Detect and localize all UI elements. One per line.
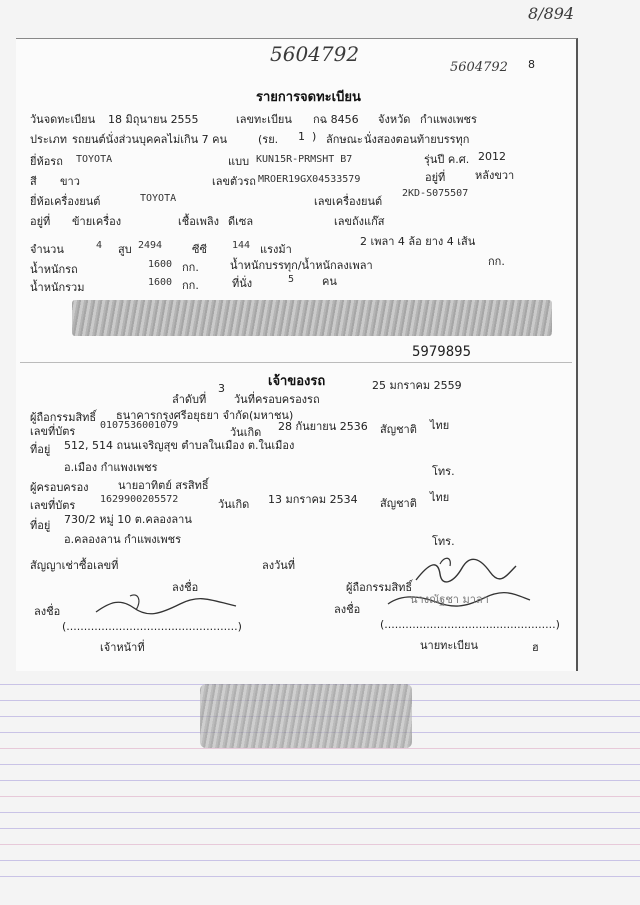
holder-label: ผู้ถือกรรมสิทธิ์ bbox=[30, 411, 97, 424]
sign1-label: ลงชื่อ bbox=[172, 581, 199, 594]
year-label: รุ่นปี ค.ศ. bbox=[424, 153, 470, 166]
plate-label: เลขทะเบียน bbox=[236, 113, 292, 126]
weight-value: 1600 bbox=[148, 259, 173, 270]
contract-date-label: ลงวันที่ bbox=[262, 559, 296, 572]
engine-brand-label: ยี่ห้อเครื่องยนต์ bbox=[30, 195, 101, 208]
engine-brand-value: TOYOTA bbox=[140, 193, 177, 204]
sign3-label: ลงชื่อ bbox=[334, 603, 361, 616]
sign2-label: ลงชื่อ bbox=[34, 605, 61, 618]
feature-label: ลักษณะ bbox=[326, 133, 363, 146]
birth-value: 28 กันยายน 2536 bbox=[278, 420, 368, 433]
addr-label: ที่อยู่ bbox=[30, 443, 51, 456]
gross-unit: กก. bbox=[182, 279, 199, 292]
seats-value: 5 bbox=[288, 274, 295, 285]
page-end-mark: ฮ bbox=[532, 641, 539, 654]
hp-label: แรงม้า bbox=[260, 243, 292, 256]
handwritten-mark: 8 bbox=[528, 58, 535, 71]
tel-label: โทร. bbox=[432, 465, 455, 478]
id2-label: เลขที่บัตร bbox=[30, 499, 76, 512]
seats-label: ที่นั่ง bbox=[232, 277, 253, 290]
location-label: อยู่ที่ bbox=[425, 171, 446, 184]
possessor-value: นายอาทิตย์ สรสิทธิ์ bbox=[118, 479, 209, 492]
registrar-name-faint: นางณัฐชา มาลา bbox=[410, 593, 489, 606]
page-title: รายการจดทะเบียน bbox=[256, 90, 361, 105]
nat-label: สัญชาติ bbox=[380, 423, 417, 436]
axle-value: 2 เพลา 4 ล้อ ยาง 4 เส้น bbox=[360, 235, 476, 248]
type-label: ประเภท bbox=[30, 133, 68, 146]
year-value: 2012 bbox=[478, 150, 506, 163]
officer-signature bbox=[90, 590, 240, 620]
feature-value: นั่งสองตอนท้ายบรรทุก bbox=[364, 133, 470, 146]
stamp-number: 5979895 bbox=[412, 344, 472, 360]
holder-signature bbox=[410, 552, 520, 590]
color-label: สี bbox=[30, 175, 37, 188]
seats-unit: คน bbox=[322, 275, 337, 288]
brand-label: ยี่ห้อรถ bbox=[30, 155, 63, 168]
brand-value: TOYOTA bbox=[76, 154, 113, 165]
possess-date-label: วันที่ครอบครองรถ bbox=[234, 393, 320, 406]
chassis-label: เลขตัวรถ bbox=[212, 175, 256, 188]
birth-label: วันเกิด bbox=[230, 426, 262, 439]
possess-date-value: 25 มกราคม 2559 bbox=[372, 379, 462, 392]
reg-date-value: 18 มิถุนายน 2555 bbox=[108, 113, 199, 126]
hp-value: 144 bbox=[232, 240, 251, 251]
registrar-role: นายทะเบียน bbox=[420, 639, 479, 652]
owner-section-title: เจ้าของรถ bbox=[268, 374, 326, 389]
nat2-label: สัญชาติ bbox=[380, 497, 417, 510]
id-value: 0107536001079 bbox=[100, 420, 179, 431]
birth2-value: 13 มกราคม 2534 bbox=[268, 493, 358, 506]
reg-date-label: วันจดทะเบียน bbox=[30, 113, 96, 126]
gross-value: 1600 bbox=[148, 277, 173, 288]
gas-label: เลขถังแก๊ส bbox=[334, 215, 385, 228]
contract-label: สัญญาเช่าซื้อเลขที่ bbox=[30, 559, 119, 572]
possessor-label: ผู้ครอบครอง bbox=[30, 481, 89, 494]
addr3-label: ที่อยู่ bbox=[30, 519, 51, 532]
gross-label: น้ำหนักรวม bbox=[30, 281, 85, 294]
cc-value: 2494 bbox=[138, 240, 163, 251]
cyl-label: สูบ bbox=[118, 243, 132, 256]
handwritten-number: 5604792 bbox=[270, 42, 360, 66]
engine-no-label: เลขเครื่องยนต์ bbox=[314, 195, 383, 208]
type-value: รถยนต์นั่งส่วนบุคคลไม่เกิน 7 คน bbox=[72, 133, 228, 146]
sign1-role: ผู้ถือกรรมสิทธิ์ bbox=[346, 581, 413, 594]
tel2-label: โทร. bbox=[432, 535, 455, 548]
id2-value: 1629900205572 bbox=[100, 494, 179, 505]
load-unit: กก. bbox=[488, 255, 505, 268]
weight-unit: กก. bbox=[182, 261, 199, 274]
color-value: ขาว bbox=[60, 175, 80, 188]
nat-value: ไทย bbox=[430, 419, 450, 432]
weight-label: น้ำหนักรถ bbox=[30, 263, 78, 276]
province-label: จังหวัด bbox=[378, 113, 411, 126]
officer-role: เจ้าหน้าที่ bbox=[100, 641, 145, 654]
count-value: 4 bbox=[96, 240, 103, 251]
section-divider bbox=[20, 362, 572, 363]
nat2-value: ไทย bbox=[430, 491, 450, 504]
addr3-value: 730/2 หมู่ 10 ต.คลองลาน bbox=[64, 513, 192, 526]
addr4-value: อ.คลองลาน กำแพงเพชร bbox=[64, 533, 182, 546]
cc-label: ซีซี bbox=[192, 243, 207, 256]
addr2-value: อ.เมือง กำแพงเพชร bbox=[64, 461, 158, 474]
rs-value: 1 bbox=[298, 130, 305, 143]
order-value: 3 bbox=[218, 382, 225, 395]
load-label: น้ำหนักบรรทุก/น้ำหนักลงเพลา bbox=[230, 259, 373, 272]
rs-close: ) bbox=[312, 130, 317, 143]
engine-no-value: 2KD-S075507 bbox=[402, 188, 469, 199]
plate-value: กฉ 8456 bbox=[313, 113, 359, 126]
addr-value: 512, 514 ถนนเจริญสุข ตำบลในเมือง ต.ในเมือง bbox=[64, 439, 295, 452]
fuel-value: ดีเซล bbox=[228, 215, 254, 228]
model-label: แบบ bbox=[228, 155, 250, 168]
fuel-label: เชื้อเพลิง bbox=[178, 215, 219, 228]
page-number: 8/894 bbox=[528, 4, 575, 23]
rs-label: (รย. bbox=[258, 133, 279, 146]
province-value: กำแพงเพชร bbox=[420, 113, 477, 126]
id-label: เลขที่บัตร bbox=[30, 425, 76, 438]
handwritten-number-small: 5604792 bbox=[450, 60, 508, 75]
engine-rubbing bbox=[200, 684, 412, 748]
officer-paren: (.................................................) bbox=[62, 620, 242, 633]
count-label: จำนวน bbox=[30, 243, 64, 256]
model-value: KUN15R-PRMSHT B7 bbox=[256, 154, 353, 165]
engine-loc-value: ข้ายเครื่อง bbox=[72, 215, 122, 228]
chassis-value: MROER19GX04533579 bbox=[258, 174, 361, 185]
birth2-label: วันเกิด bbox=[218, 498, 250, 511]
order-label: ลำดับที่ bbox=[172, 393, 207, 406]
holder-value: ธนาคารกรุงศรีอยุธยา จำกัด(มหาชน) bbox=[116, 409, 294, 422]
registrar-paren: (.................................................) bbox=[380, 618, 560, 631]
engine-loc-label: อยู่ที่ bbox=[30, 215, 51, 228]
location-value: หลังขวา bbox=[475, 169, 515, 182]
chassis-rubbing bbox=[72, 300, 552, 336]
